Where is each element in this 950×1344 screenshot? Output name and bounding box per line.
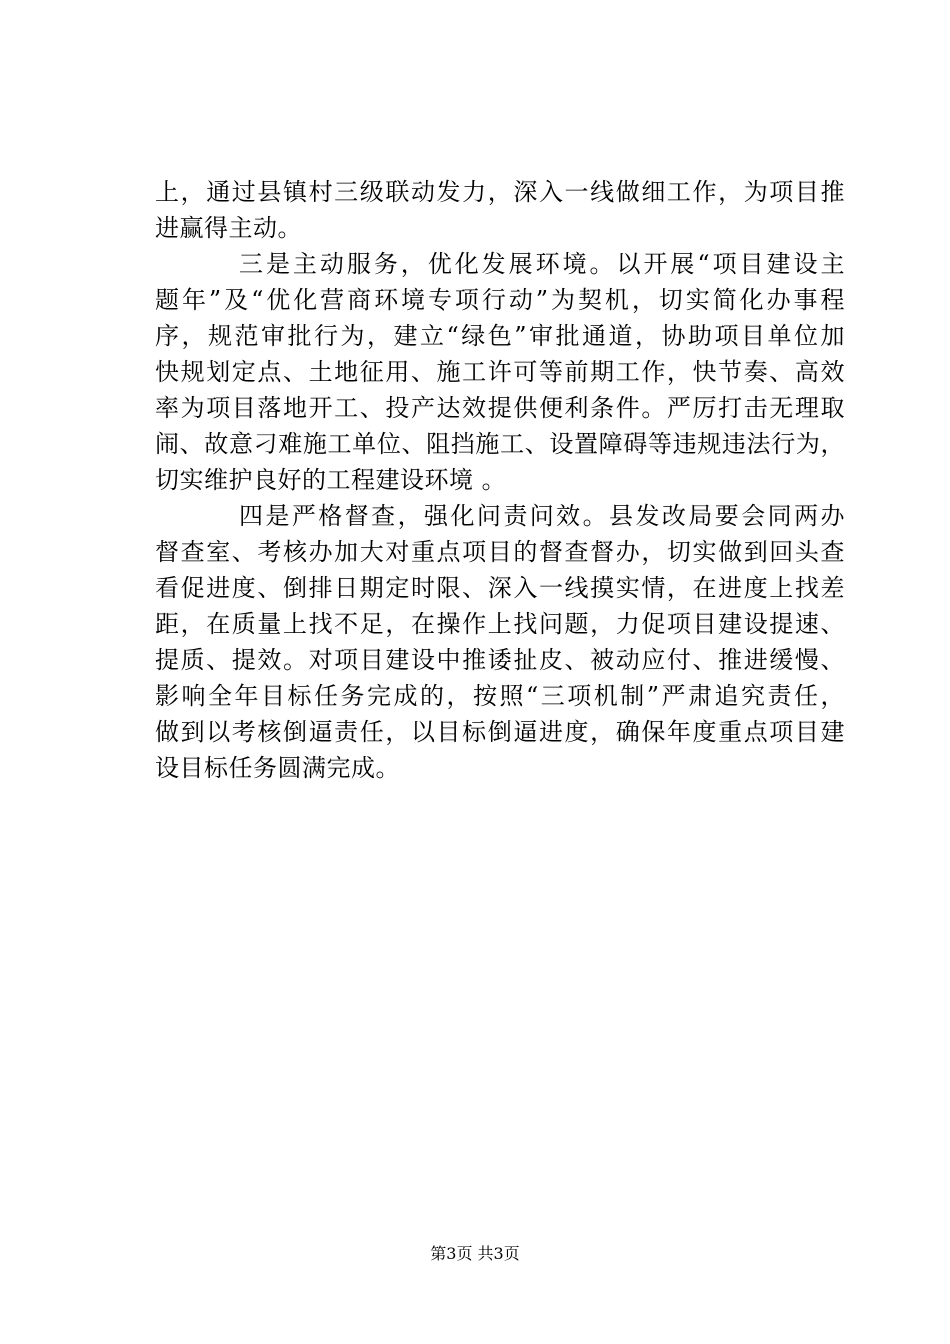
text-line: 提质、提效。对项目建设中推诿扯皮、被动应付、推进缓慢、 (155, 646, 845, 674)
paragraph-start-line: 三是主动服务，优化发展环境。以开展“项目建设主 (239, 250, 845, 278)
text-line: 督查室、考核办加大对重点项目的督查督办，切实做到回头查 (155, 538, 845, 566)
text-line: 做到以考核倒逼责任，以目标倒逼进度，确保年度重点项目建 (155, 718, 845, 746)
text-line: 上，通过县镇村三级联动发力，深入一线做细工作，为项目推 (155, 178, 845, 206)
document-body (155, 174, 845, 786)
text-line: 看促进度、倒排日期定时限、深入一线摸实情，在进度上找差 (155, 574, 845, 602)
text-line: 切实维护良好的工程建设环境 。 (155, 466, 507, 494)
text-line: 题年”及“优化营商环境专项行动”为契机，切实简化办事程 (155, 286, 845, 314)
text-line: 设目标任务圆满完成。 (155, 754, 400, 782)
text-line: 影响全年目标任务完成的，按照“三项机制”严肃追究责任， (155, 682, 845, 710)
text-line: 闹、故意刁难施工单位、阻挡施工、设置障碍等违规违法行为， (155, 430, 845, 458)
text-line: 距，在质量上找不足，在操作上找问题，力促项目建设提速、 (155, 610, 845, 638)
text-line: 快规划定点、土地征用、施工许可等前期工作，快节奏、高效 (155, 358, 845, 386)
text-line: 序，规范审批行为，建立“绿色”审批通道，协助项目单位加 (155, 322, 845, 350)
paragraph-start-line: 四是严格督查，强化问责问效。县发改局要会同两办 (239, 502, 845, 530)
text-line: 率为项目落地开工、投产达效提供便利条件。严厉打击无理取 (155, 394, 845, 422)
page-number: 第3页 共3页 (430, 1244, 520, 1263)
page-footer (0, 1242, 950, 1266)
text-line: 进赢得主动。 (155, 214, 302, 242)
